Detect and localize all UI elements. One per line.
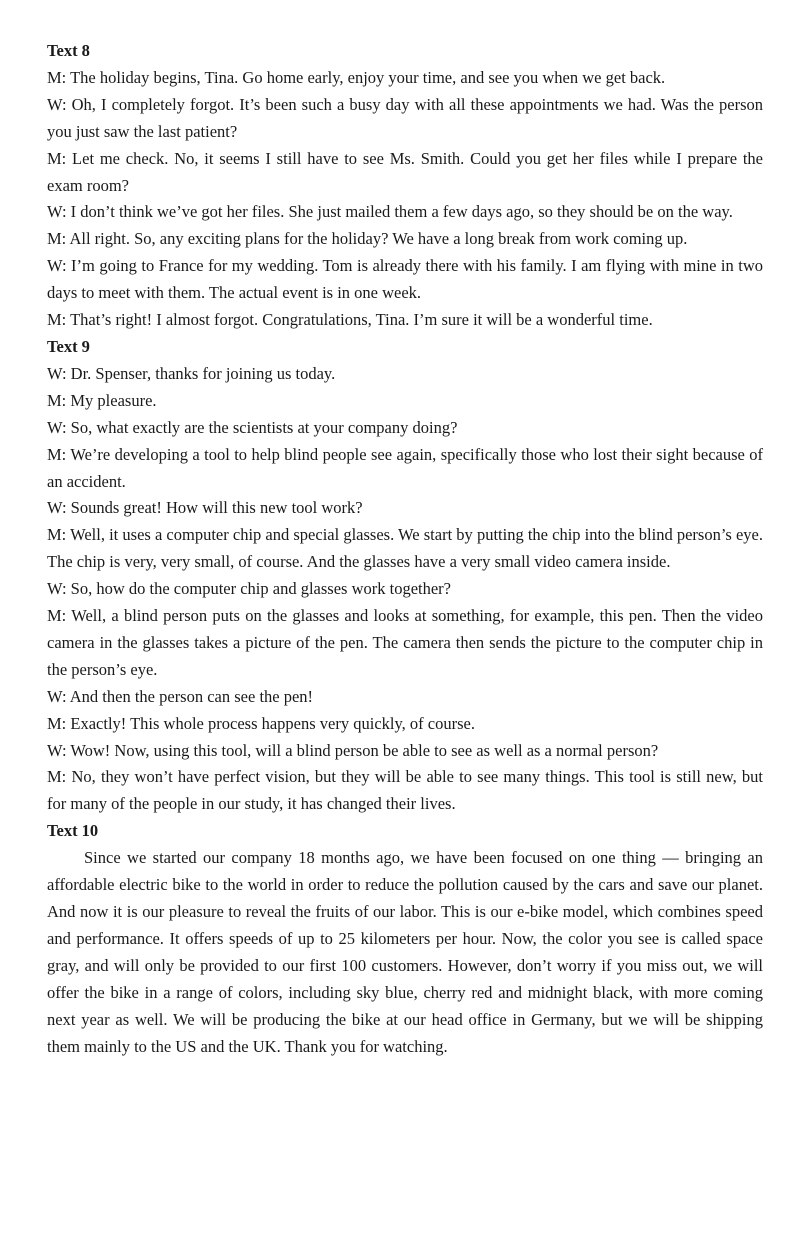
dialogue-line: W: So, how do the computer chip and glasses work together? [47, 579, 452, 599]
dialogue-line: M: Well, it uses a computer chip and special glasses. We start by putting the chip into the blind person’s eye. The chip is very, very small, of course. And the glasses have a very small video camera inside. [47, 525, 763, 572]
dialogue-line: W: And then the person can see the pen! [47, 686, 314, 706]
dialogue-line: W: So, what exactly are the scientists at your company doing? [47, 417, 458, 437]
section-heading-text-10: Text 10 [47, 821, 99, 841]
dialogue-line: M: No, they won’t have perfect vision, but they will be able to see many things. This tool is still new, but for many of the people in our study, it has changed their lives. [47, 767, 763, 814]
section-heading-text-8: Text 8 [47, 41, 90, 60]
dialogue-line: W: Oh, I completely forgot. It’s been such a busy day with all these appointments we had. Was the person you just saw the last patient? [47, 94, 763, 141]
dialogue-line: M: Exactly! This whole process happens very quickly, of course. [47, 713, 475, 733]
dialogue-line: W: Wow! Now, using this tool, will a blind person be able to see as well as a normal person? [47, 740, 659, 760]
dialogue-line: M: Let me check. No, it seems I still have to see Ms. Smith. Could you get her files while I prepare the exam room? [47, 148, 763, 195]
section-heading-text-9: Text 9 [47, 336, 90, 356]
dialogue-line: M: That’s right! I almost forgot. Congratulations, Tina. I’m sure it will be a wonderful time. [47, 310, 653, 330]
dialogue-line: W: I don’t think we’ve got her files. She just mailed them a few days ago, so they should be on the way. [47, 202, 733, 222]
dialogue-line: W: Dr. Spenser, thanks for joining us today. [47, 363, 336, 383]
document-page [47, 38, 763, 1060]
dialogue-line: W: Sounds great! How will this new tool work? [47, 498, 363, 518]
dialogue-line: M: My pleasure. [47, 390, 157, 410]
dialogue-line: M: All right. So, any exciting plans for the holiday? We have a long break from work coming up. [47, 229, 688, 249]
dialogue-line: M: We’re developing a tool to help blind people see again, specifically those who lost their sight because of an accident. [47, 444, 763, 491]
dialogue-line: M: The holiday begins, Tina. Go home early, enjoy your time, and see you when we get back. [47, 67, 666, 87]
dialogue-line: M: Well, a blind person puts on the glasses and looks at something, for example, this pen. Then the video camera in the glasses takes a picture of the pen. The camera then sends the picture to the computer chip in the person’s eye. [47, 606, 763, 679]
dialogue-line: W: I’m going to France for my wedding. Tom is already there with his family. I am flying with mine in two days to meet with them. The actual event is in one week. [47, 256, 763, 303]
monologue-paragraph: Since we started our company 18 months ago, we have been focused on one thing — bringing an affordable electric bike to the world in order to reduce the pollution caused by the cars and save our planet. And now it is our pleasure to reveal the fruits of our labor. This is our e-bike model, which combines speed and performance. It offers speeds of up to 25 kilometers per hour. Now, the color you see is called space gray, and will only be provided to our first 100 customers. However, don’t worry if you miss out, we will offer the bike in a range of colors, including sky blue, cherry red and midnight black, with more coming next year as well. We will be producing the bike at our head office in Germany, but we will be shipping them mainly to the US and the UK. Thank you for watching. [47, 848, 763, 1056]
